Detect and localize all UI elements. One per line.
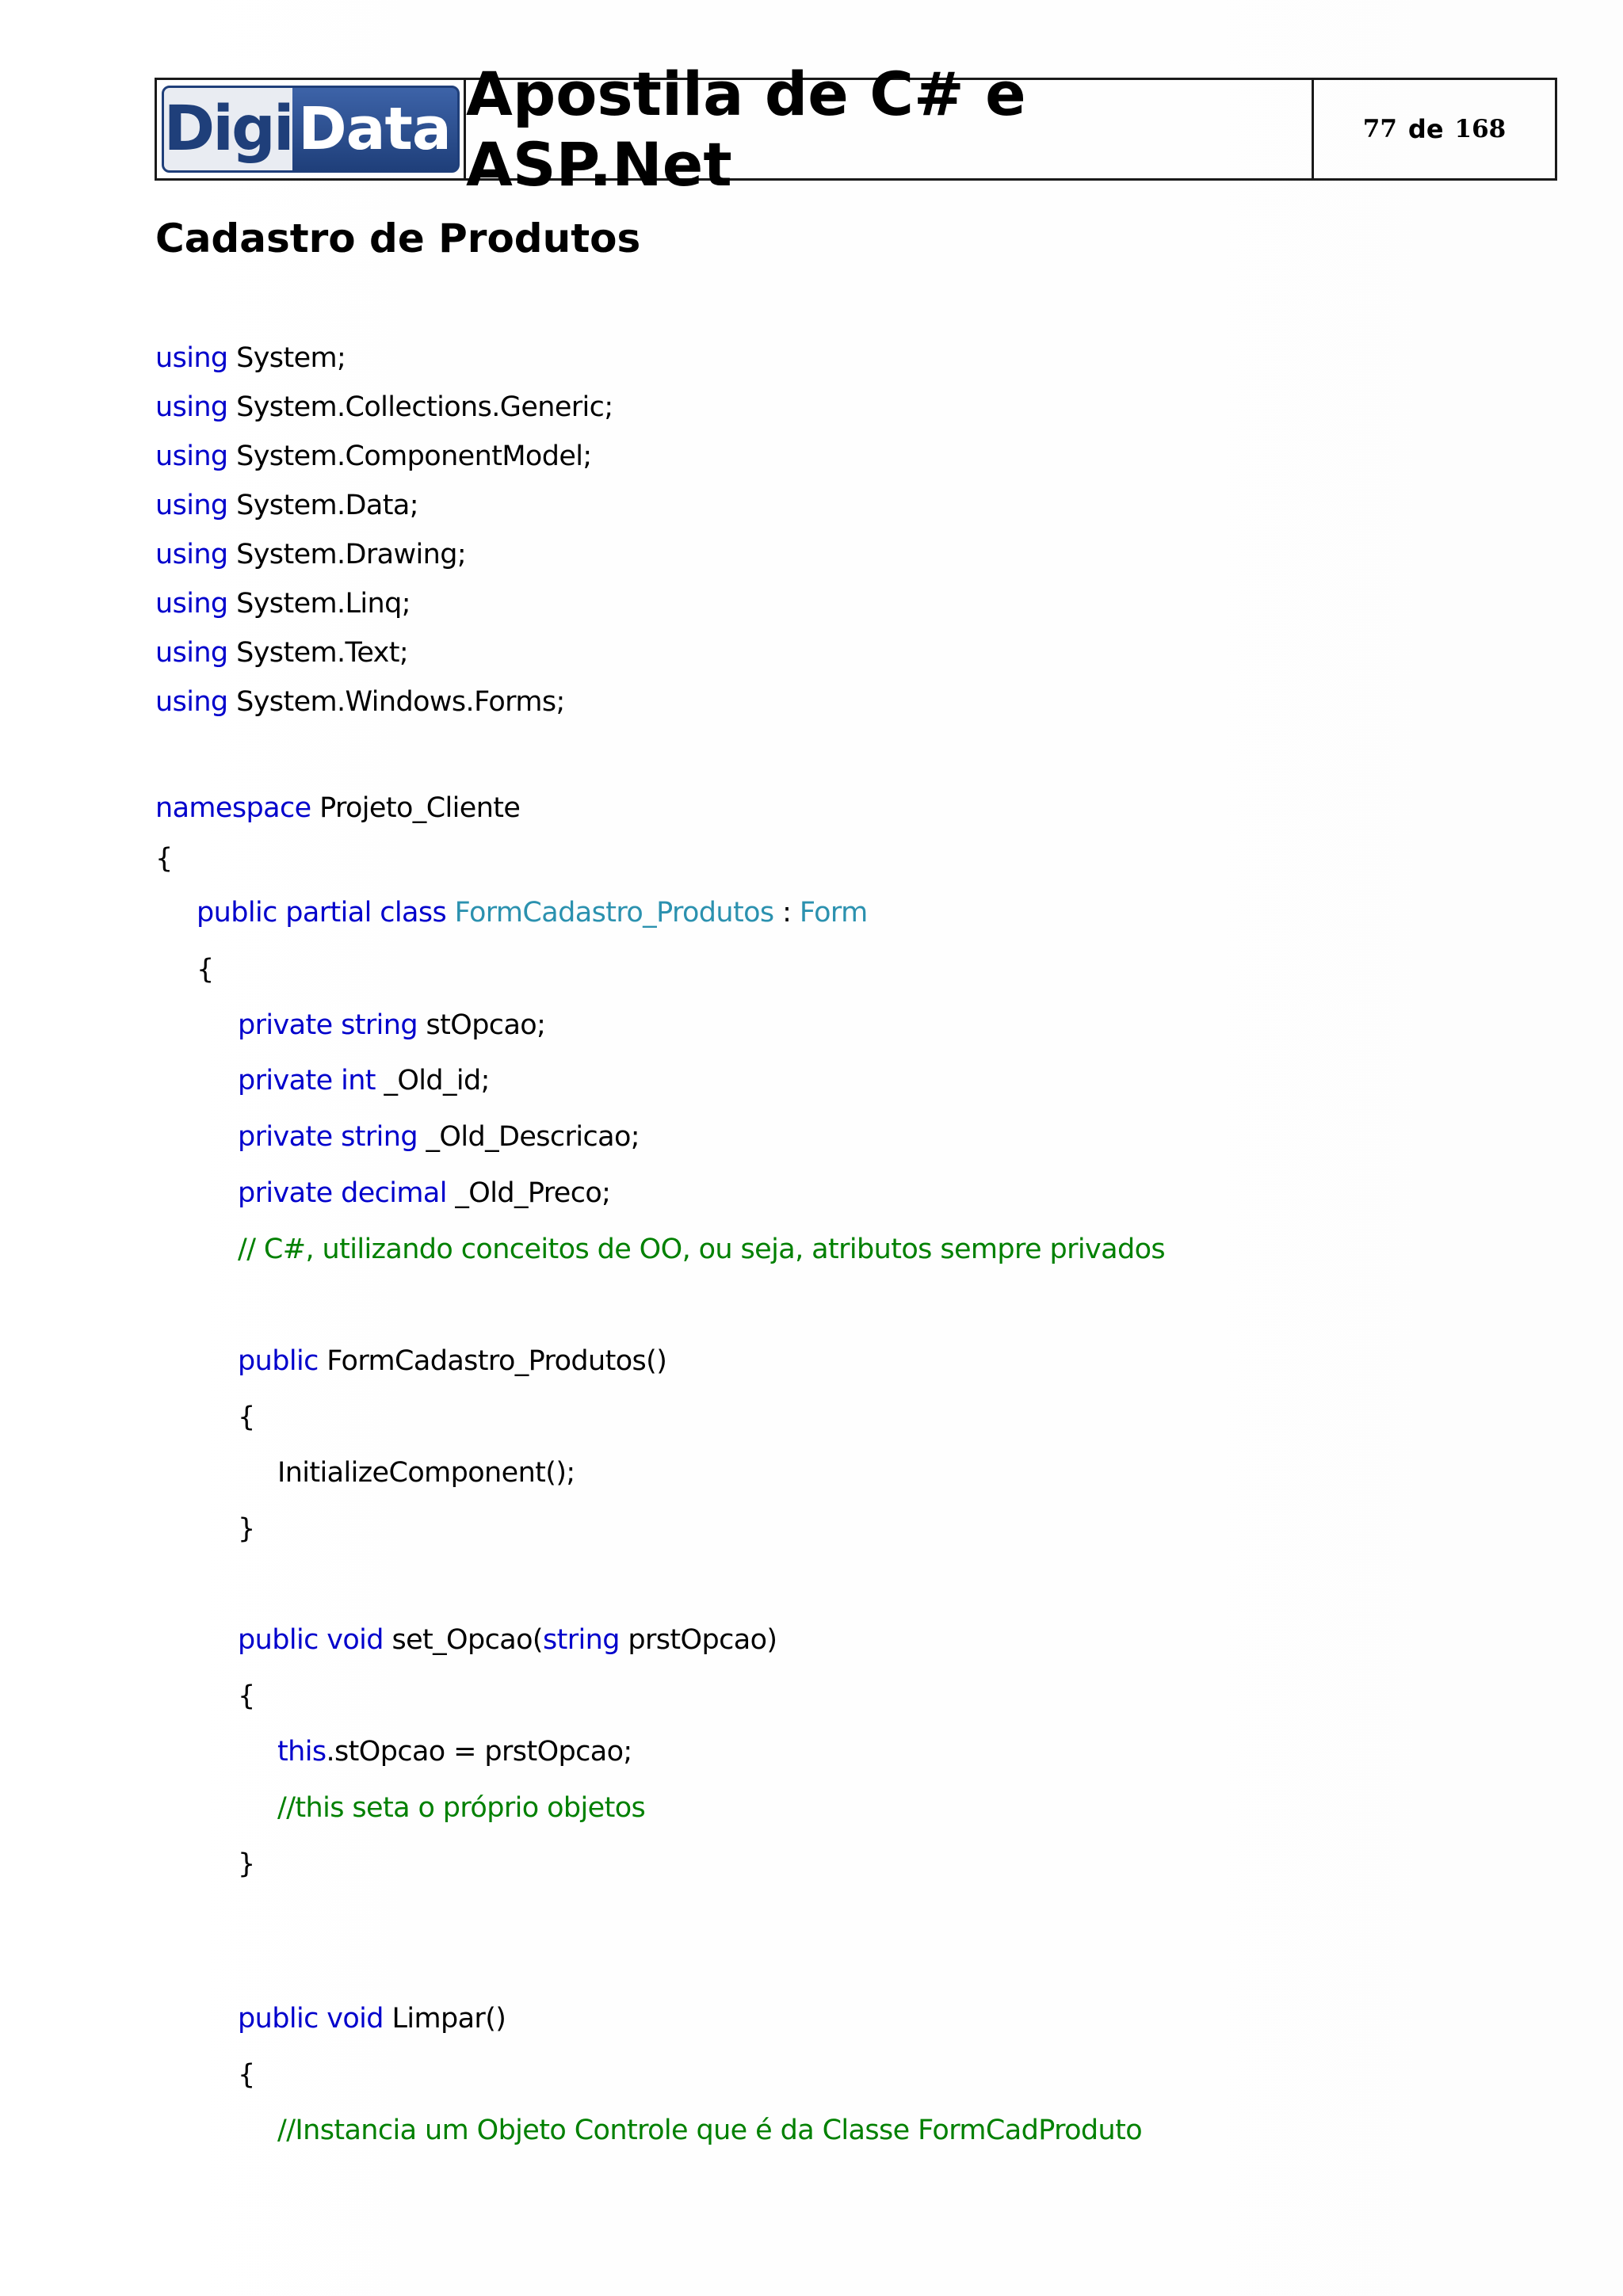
code-keyword: using [155, 391, 228, 423]
code-keyword: using [155, 588, 228, 620]
code-line [155, 537, 466, 572]
code-keyword: namespace [155, 792, 311, 824]
code-line [238, 1344, 666, 1379]
code-text: FormCadastro_Produtos() [327, 1345, 667, 1377]
code-keyword: public partial class [197, 897, 447, 929]
code-keyword: string [542, 1624, 620, 1656]
code-line [238, 1623, 777, 1657]
code-text: : [782, 897, 792, 929]
code-brace: { [238, 2059, 255, 2091]
code-line [238, 1008, 545, 1043]
code-line [197, 895, 868, 930]
code-keyword: using [155, 441, 228, 472]
code-line [155, 341, 346, 376]
code-text: System.Drawing; [236, 539, 467, 570]
code-line [155, 791, 520, 826]
code-keyword: this [277, 1736, 327, 1768]
code-keyword: private int [238, 1065, 376, 1097]
code-keyword: public void [238, 1624, 384, 1656]
code-line [238, 1119, 640, 1154]
page-header [155, 59, 1557, 200]
code-keyword: public [238, 1345, 319, 1377]
code-text: _Old_id; [384, 1065, 490, 1097]
code-line [155, 439, 592, 474]
code-comment: //Instancia um Objeto Controle que é da Classe FormCadProduto [277, 2115, 1143, 2146]
code-keyword: using [155, 490, 228, 521]
code-text: InitializeComponent(); [277, 1457, 575, 1489]
code-keyword: private string [238, 1009, 418, 1041]
code-line [238, 2001, 506, 2036]
code-keyword: using [155, 686, 228, 718]
code-brace: { [238, 1680, 255, 1712]
code-text: System.Collections.Generic; [236, 391, 613, 423]
digidata-logo [162, 86, 460, 173]
code-text: System.Linq; [236, 588, 411, 620]
code-brace: } [238, 1513, 255, 1545]
code-text: System.ComponentModel; [236, 441, 592, 472]
section-title: Cadastro de Produtos [155, 215, 641, 261]
page-counter [1314, 80, 1555, 178]
code-brace: { [197, 954, 214, 986]
code-keyword: using [155, 637, 228, 669]
code-line [238, 1176, 610, 1211]
page-of-label: de [1407, 114, 1444, 144]
code-comment: //this seta o próprio objetos [277, 1792, 646, 1824]
code-text: System.Windows.Forms; [236, 686, 565, 718]
code-brace: { [155, 843, 173, 875]
code-text: Limpar() [391, 2003, 506, 2035]
document-title: Apostila de C# e ASP.Net [466, 80, 1314, 178]
code-text: Projeto_Cliente [319, 792, 521, 824]
code-text: .stOpcao = prstOpcao; [326, 1736, 632, 1768]
code-comment: // C#, utilizando conceitos de OO, ou seja, atributos sempre privados [238, 1234, 1166, 1265]
code-brace: } [238, 1848, 255, 1880]
code-line [277, 1734, 632, 1769]
header-logo-cell [157, 80, 466, 178]
code-text: set_Opcao( [391, 1624, 543, 1656]
page-current: 77 [1362, 115, 1397, 143]
code-line [238, 1063, 490, 1098]
code-line [155, 390, 613, 425]
code-keyword: using [155, 539, 228, 570]
logo-text-data: Data [292, 88, 457, 170]
code-text: System.Text; [236, 637, 409, 669]
code-text: System.Data; [236, 490, 418, 521]
code-type: Form [799, 897, 868, 929]
code-text: System; [236, 342, 346, 374]
code-line [155, 586, 411, 621]
code-keyword: private decimal [238, 1177, 447, 1209]
code-type: FormCadastro_Produtos [454, 897, 774, 929]
code-keyword: using [155, 342, 228, 374]
code-line [155, 635, 408, 670]
code-text: _Old_Preco; [455, 1177, 611, 1209]
code-line [155, 685, 565, 719]
code-text: prstOpcao) [628, 1624, 777, 1656]
code-keyword: private string [238, 1121, 418, 1153]
page-total: 168 [1454, 115, 1507, 143]
code-line [155, 488, 418, 523]
code-text: stOpcao; [426, 1009, 546, 1041]
code-brace: { [238, 1402, 255, 1433]
code-text: _Old_Descricao; [426, 1121, 640, 1153]
code-keyword: public void [238, 2003, 384, 2035]
logo-text-digi: Digi [164, 88, 292, 170]
